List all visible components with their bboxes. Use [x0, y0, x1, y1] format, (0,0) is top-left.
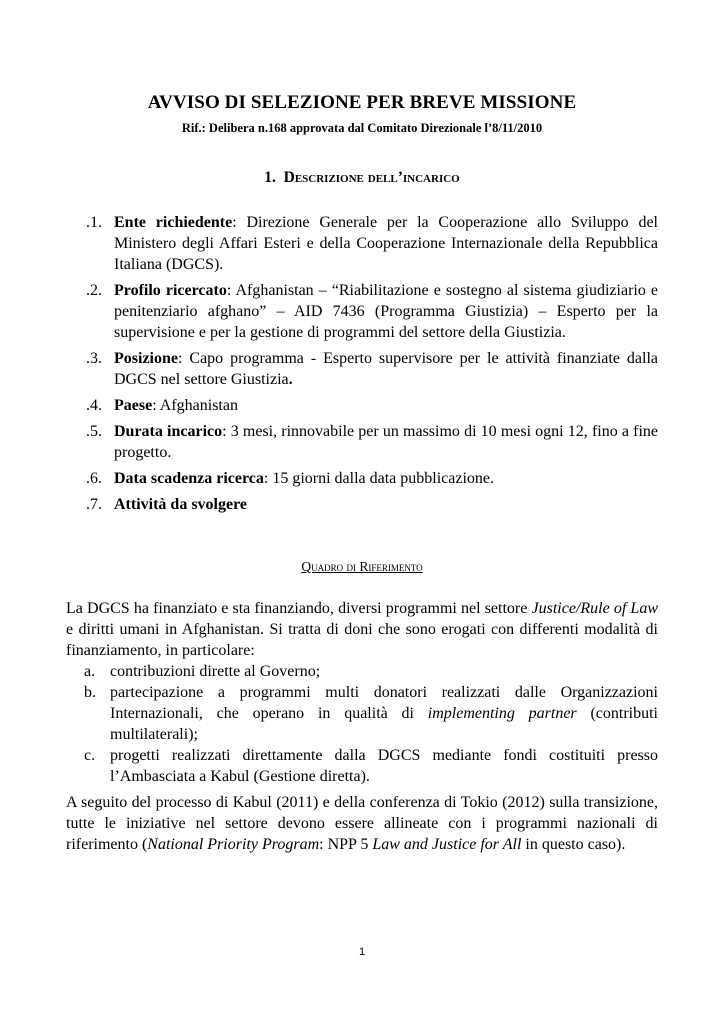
- subheading: Quadro di Riferimento: [301, 559, 423, 574]
- item-label: Durata incarico: [114, 423, 223, 440]
- section-number: 1.: [264, 169, 276, 186]
- paragraph-text: La DGCS ha finanziato e sta finanziando, diversi programmi nel settore: [66, 600, 532, 617]
- paragraph-italic: National Priority Program: [147, 836, 320, 853]
- list-letter: a.: [84, 663, 96, 680]
- reference-line: Rif.: Delibera n.168 approvata dal Comitato Direzionale l’8/11/2010: [181, 121, 543, 135]
- paragraph-text: e diritti umani in Afghanistan. Si tratta di doni che sono erogati con differenti modalità di finanziamento, in particolare:: [66, 621, 658, 659]
- list-item: [66, 661, 658, 682]
- list-text: partecipazione a programmi multi donatori realizzati dalle Organizzazioni Internazionali, che operano in qualità di: [110, 684, 658, 722]
- item-number: .2.: [86, 282, 102, 299]
- section-items: [80, 212, 658, 520]
- list-text: (contributi multilaterali);: [110, 705, 658, 743]
- document-title: AVVISO DI SELEZIONE PER BREVE MISSIONE: [147, 92, 577, 113]
- paragraph-text: in questo caso).: [521, 836, 626, 853]
- item-text: : Afghanistan – “Riabilitazione e sostegno al sistema giudiziario e penitenziario afghano” – AID 7436 (Programma Giustizia) – Esperto per la supervisione e per la gestione di programmi del settore della Giustizia.: [114, 282, 659, 341]
- section-heading: [0, 169, 724, 187]
- list-item: [80, 212, 658, 275]
- list-italic: implementing partner: [427, 705, 577, 722]
- item-label: Data scadenza ricerca: [114, 470, 264, 487]
- list-item: [80, 395, 658, 416]
- page-number: 1: [358, 946, 366, 958]
- paragraph-text: A seguito del processo di Kabul (2011) e della conferenza di Tokio (2012) sulla transizione, tutte le iniziative nel settore devono essere allineate con i programmi nazionali di riferimento (: [66, 794, 658, 853]
- item-text: : Afghanistan: [152, 397, 238, 414]
- item-label: Paese: [114, 397, 153, 414]
- list-letter: c.: [84, 747, 96, 764]
- item-text: : 15 giorni dalla data pubblicazione.: [263, 470, 495, 487]
- item-number: .3.: [86, 350, 102, 367]
- item-number: .6.: [86, 470, 102, 487]
- item-text: : 3 mesi, rinnovabile per un massimo di 10 mesi ogni 12, fino a fine progetto.: [114, 423, 658, 461]
- item-number: .7.: [86, 496, 102, 513]
- item-number: .5.: [86, 423, 102, 440]
- list-item: [66, 745, 658, 787]
- list-item: [80, 348, 658, 390]
- list-item: [66, 682, 658, 745]
- item-number: .4.: [86, 397, 102, 414]
- paragraph-transition: [66, 792, 658, 855]
- list-text: contribuzioni dirette al Governo;: [110, 663, 321, 680]
- list-item: [80, 468, 658, 489]
- item-label: Profilo ricercato: [114, 282, 227, 299]
- list-text: progetti realizzati direttamente dalla DGCS mediante fondi costituiti presso l’Ambasciata a Kabul (Gestione diretta).: [110, 747, 658, 785]
- list-item: [80, 494, 658, 515]
- item-label: Attività da svolgere: [114, 496, 248, 513]
- paragraph-text: : NPP 5: [319, 836, 373, 853]
- paragraph-framework: [66, 598, 658, 787]
- list-item: [80, 421, 658, 463]
- paragraph-italic: Law and Justice for All: [372, 836, 522, 853]
- item-text: : Direzione Generale per la Cooperazione allo Sviluppo del Ministero degli Affari Esteri e della Cooperazione Internazionale della Repubblica Italiana (DGCS).: [114, 214, 658, 273]
- list-letter: b.: [84, 684, 96, 701]
- item-label: Posizione: [114, 350, 178, 367]
- item-tail: .: [288, 371, 293, 388]
- item-text: : Capo programma - Esperto supervisore per le attività finanziate dalla DGCS nel settore Giustizia: [114, 350, 658, 388]
- list-item: [80, 280, 658, 343]
- section-title: Descrizione dell’incarico: [283, 169, 460, 186]
- item-number: .1.: [86, 214, 102, 231]
- paragraph-italic: Justice/Rule of Law: [531, 600, 659, 617]
- funding-list: [66, 661, 658, 787]
- item-label: Ente richiedente: [114, 214, 233, 231]
